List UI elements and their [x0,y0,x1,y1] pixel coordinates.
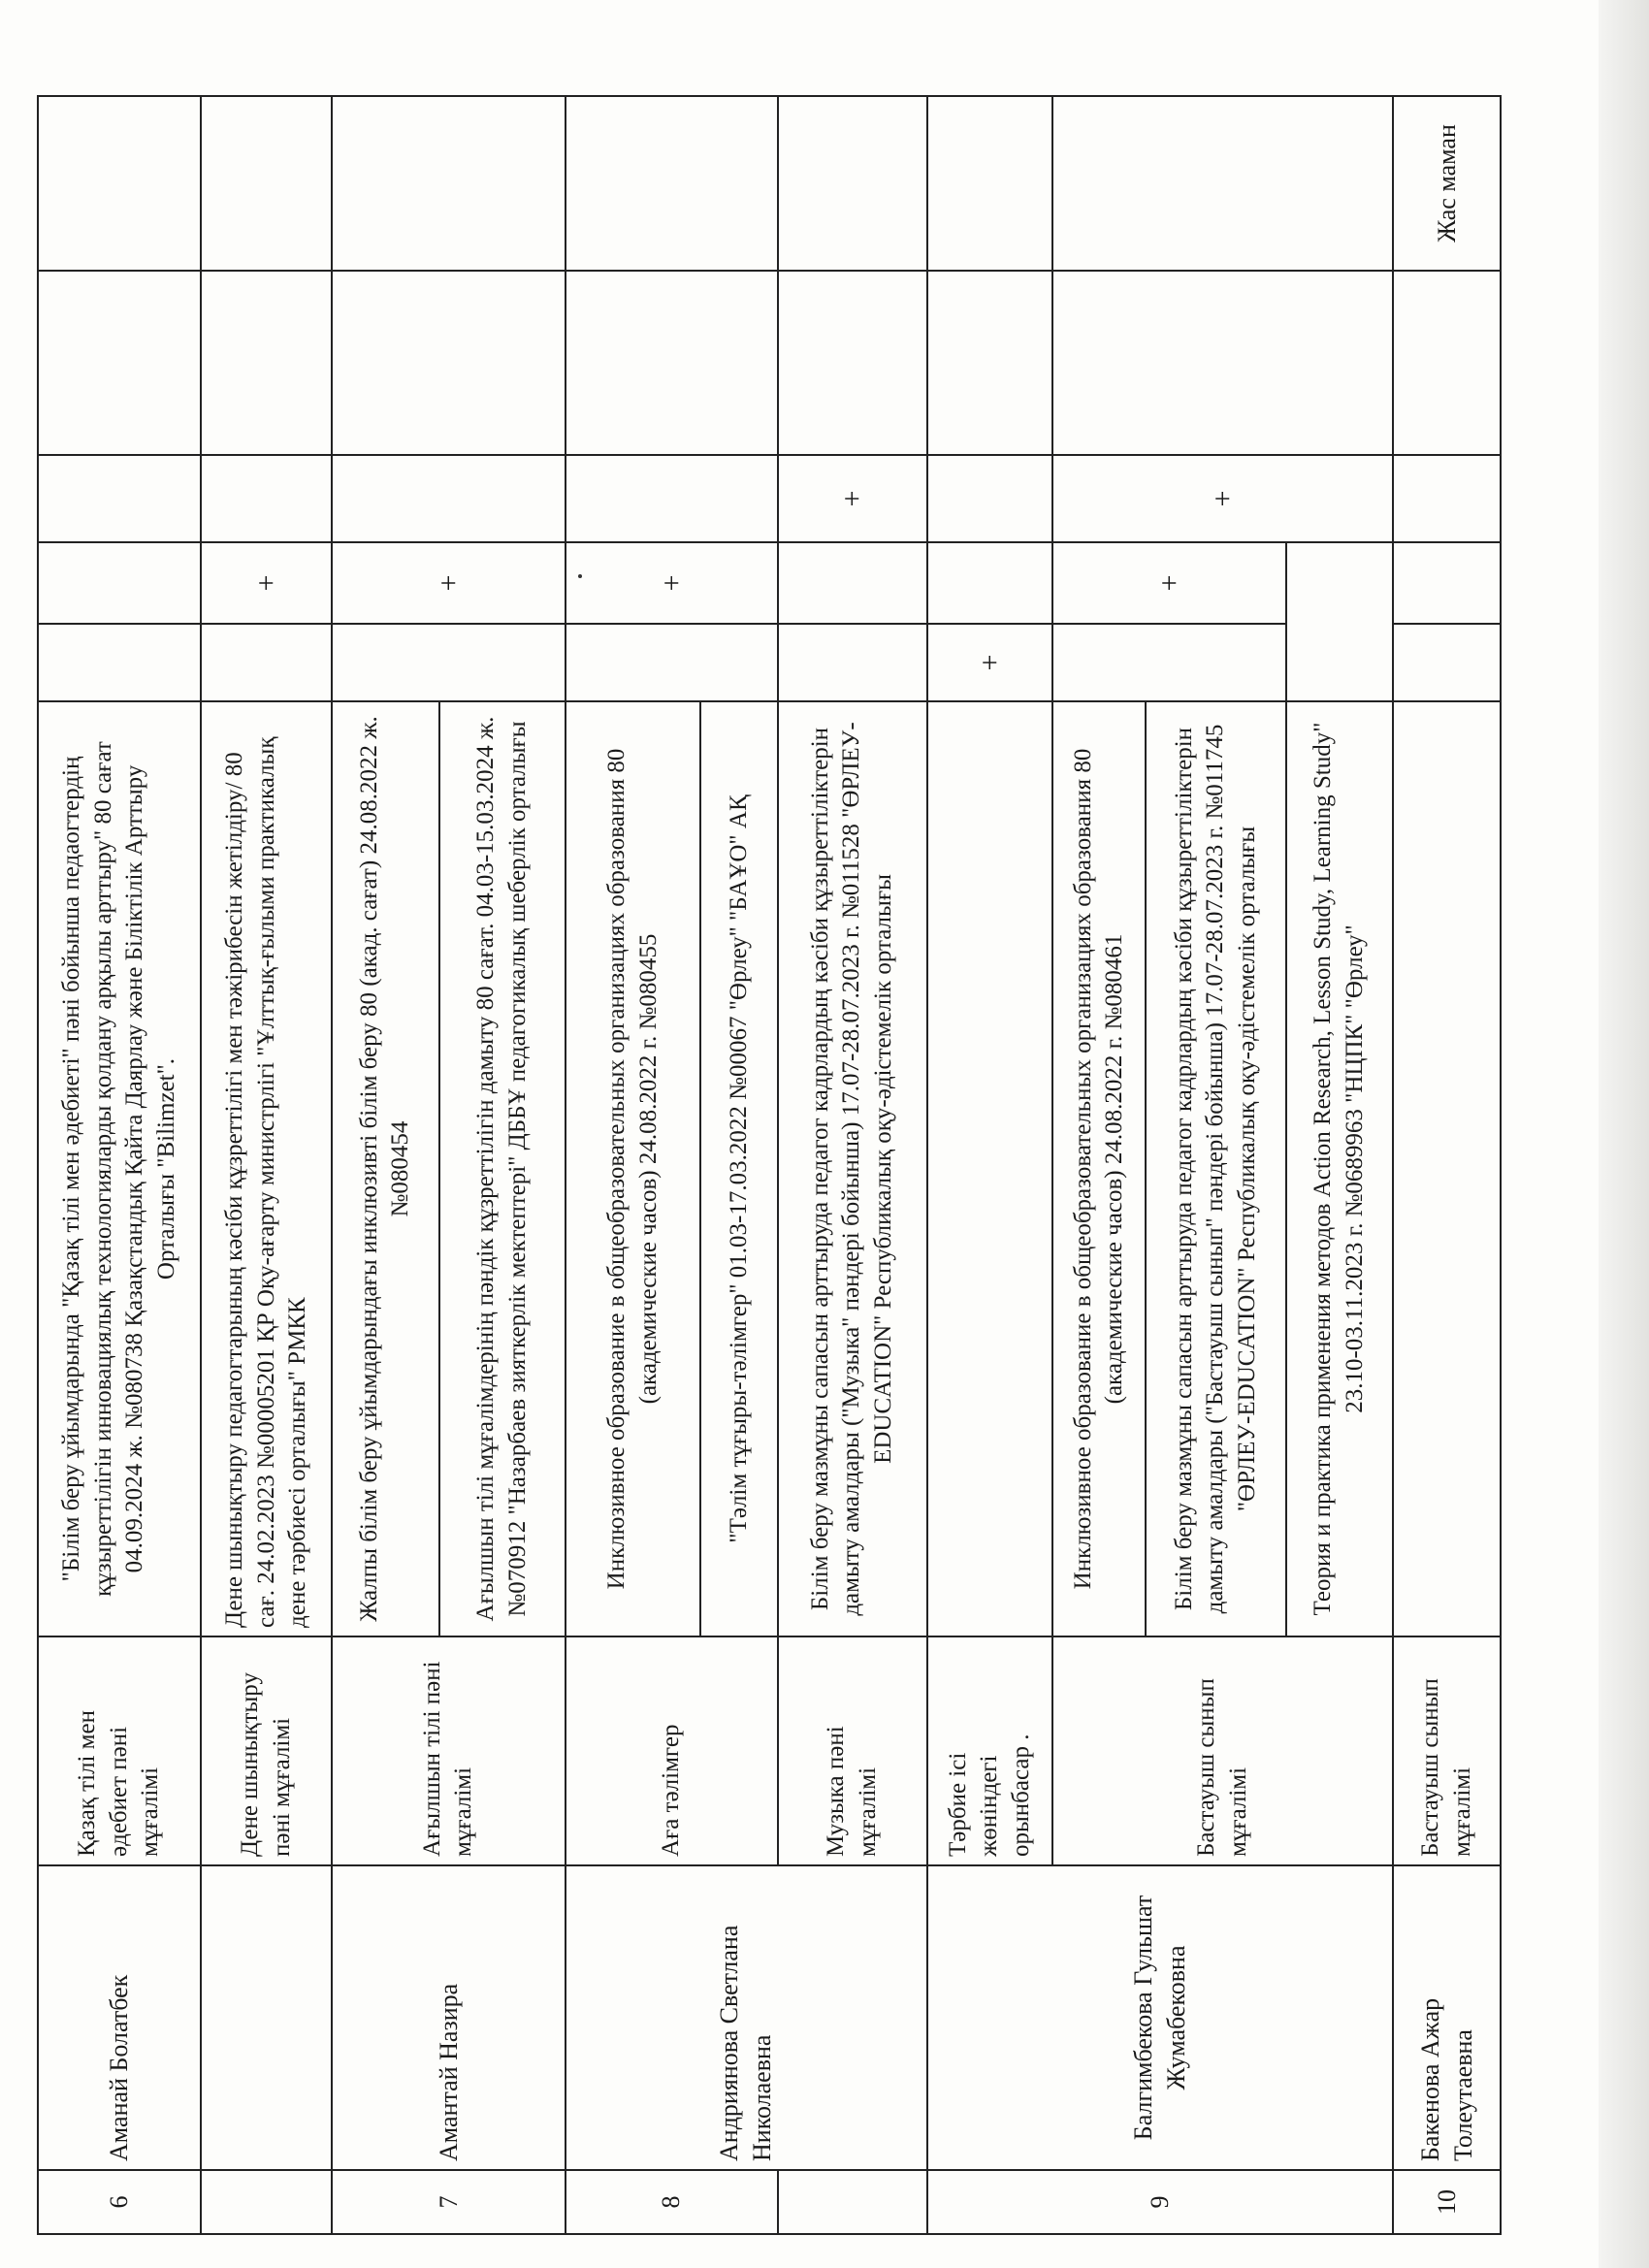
row-number: 10 [1393,2170,1501,2234]
mark-cell [1393,624,1501,701]
note-cell [566,96,778,271]
note-cell [927,96,1052,271]
mark-cell [38,542,201,624]
table-row [927,96,1052,2234]
mark-cell [332,624,566,701]
note-cell [778,96,927,271]
mark-cell [566,624,778,701]
course-cell: Ағылшын тілі мұғалімдерінің пәндік құзреттілігін дамыту 80 сағат. 04.03-15.03.2024 ж. №070912 "Назарбаев зияткерлік мектептері" ДББҰ педагогикалық шеберлік орталығы [439,701,566,1636]
mark-cell [38,624,201,701]
note-cell [1052,96,1393,271]
mark-cell [201,624,332,701]
teacher-name: Аманай Болатбек [38,1865,201,2170]
mark-cell: + [1052,542,1286,624]
course-cell: "Білім беру ұйымдарында "Қазақ тілі мен әдебиеті" пәні бойынша педаогтердің құзыреттілігін инновациялық технологияларды қолдану арқылы арттыру" 80 сағат 04.09.2024 ж. №080738 Қазақстандық Қайта Даярлау және Біліктілік Арттыру Орталығы "Bilimzet". [38,701,201,1636]
course-cell: Инклюзивное образование в общеобразовательных организациях образования 80 (академические часов) 24.08.2022 г. №080455 [566,701,701,1636]
course-cell [1393,701,1501,1636]
row-number: 7 [332,2170,566,2234]
note-cell [201,96,332,271]
scan-edge [1599,0,1649,2268]
mark-cell: + [778,455,927,542]
mark-cell [201,271,332,455]
table-row [201,96,332,2234]
rotated-page [37,97,1502,2235]
teacher-name: Амантай Назира [332,1865,566,2170]
course-cell: Жалпы білім беру ұйымдарындағы инклюзивті білім беру 80 (акад. сағат) 24.08.2022 ж. №080454 [332,701,439,1636]
teacher-name: Бакенова Ажар Толеутаевна [1393,1865,1501,2170]
teacher-name [201,1865,332,2170]
teacher-position: Аға тәлімгер [566,1636,778,1865]
mark-cell [332,271,566,455]
teacher-position: Бастауыш сынып мұғалімі [1052,1636,1393,1865]
course-cell: Теория и практика применения методов Action Research, Lesson Study, Learning Study" 23.10-03.11.2023 г. №0689963 "НЦПК" "Өрлеу" [1286,701,1394,1636]
mark-cell [566,271,778,455]
course-cell: Білім беру мазмұны сапасын арттыруда педагог кадрлардың кәсіби құзыреттіліктерін дамыту амалдары ("Бастауыш сынып" пәндері бойынша) 17.07-28.07.2023 г. №011745 "ӨРЛЕУ-EDUCATION" Республикалық оқу-әдістемелік орталығы [1146,701,1285,1636]
note-cell [332,96,566,271]
row-number [778,2170,927,2234]
teacher-position: Тәрбие ісі жөніндегі орынбасар . [927,1636,1052,1865]
mark-cell [1393,542,1501,624]
mark-cell [332,455,566,542]
row-number: 6 [38,2170,201,2234]
mark-cell: + [332,542,566,624]
mark-cell [1286,542,1394,701]
course-cell [927,701,1052,1636]
teacher-position: Дене шынықтыру пәні мұғалімі [201,1636,332,1865]
note-cell [38,96,201,271]
note-cell: Жас маман [1393,96,1501,271]
course-cell: "Тәлім тұғыры-тәлімгер" 01.03-17.03.2022 №00067 "Өрлеу" "БАҰО" АҚ [700,701,777,1636]
mark-cell [927,455,1052,542]
table-row [1393,96,1501,2234]
course-cell: Білім беру мазмұны сапасын арттыруда педагог кадрлардың кәсіби құзыреттіліктерін дамыту амалдары ("Музыка" пәндері бойынша) 17.07-28.07.2023 г. №011528 "ӨРЛЕУ-EDUCATION" Республикалық оқу-әдістемелік орталығы [778,701,927,1636]
row-number: 9 [927,2170,1394,2234]
mark-cell: + [927,624,1052,701]
mark-cell [778,271,927,455]
mark-cell: + [201,542,332,624]
teacher-name: Балгимбекова Гульшат Жумабековна [927,1865,1394,2170]
row-number [201,2170,332,2234]
teacher-position: Музыка пәні мұғалімі [778,1636,927,1865]
teacher-position: Қазақ тілі мен әдебиет пәні мұғалімі [38,1636,201,1865]
table-row [332,96,439,2234]
mark-cell [1393,455,1501,542]
mark-cell [1393,271,1501,455]
mark-cell [1052,624,1286,701]
mark-cell [778,542,927,624]
table-row [566,96,701,2234]
mark-cell [1052,271,1393,455]
mark-cell [927,271,1052,455]
teacher-name: Андриянова Светлана Николаевна [566,1865,927,2170]
mark-cell [778,624,927,701]
teacher-position: Ағылшын тілі пәні мұғалімі [332,1636,566,1865]
mark-cell [38,271,201,455]
mark-cell: + [1052,455,1393,542]
mark-cell [927,542,1052,624]
course-cell: Инклюзивное образование в общеобразовательных организациях образования 80 (академические часов) 24.08.2022 г. №080461 [1052,701,1146,1636]
teachers-table [37,95,1502,2235]
mark-cell [566,455,778,542]
row-number: 8 [566,2170,778,2234]
course-cell: Дене шынықтыру педагогтарының кәсіби құзреттілігі мен тәжірибесін жетілдіру/ 80 сағ. 24.02.2023 №00005201 ҚР Оқу-ағарту министрлігі "Ұлттық-ғылыми практикалық дене тәрбиесі орталығы" РМКК [201,701,332,1636]
mark-cell [38,455,201,542]
table-row [38,96,201,2234]
teacher-position: Бастауыш сынып мұғалімі [1393,1636,1501,1865]
mark-cell: + [566,542,778,624]
mark-cell [201,455,332,542]
